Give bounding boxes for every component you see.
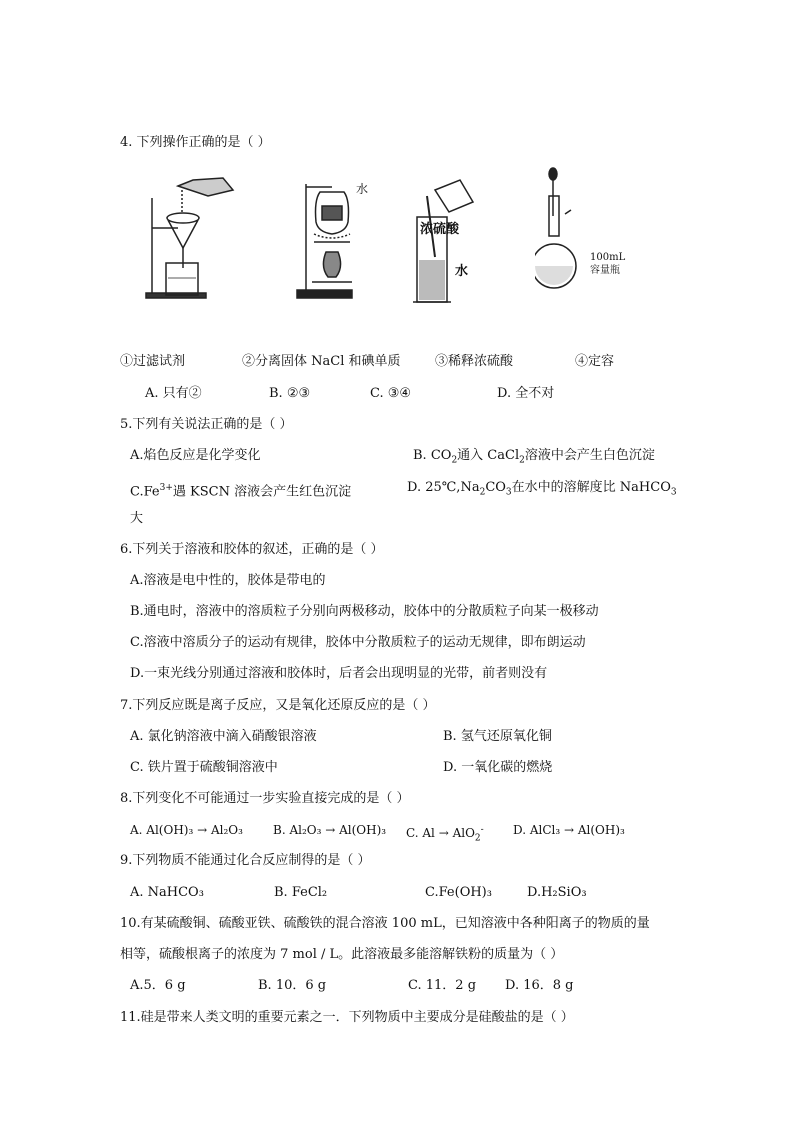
q7-option-d: D. 一氧化碳的燃烧: [443, 760, 553, 775]
q11-stem: 11.硅是带来人类文明的重要元素之一．下列物质中主要成分是硅酸盐的是（ ）: [120, 1010, 574, 1025]
q7-option-c: C. 铁片置于硫酸铜溶液中: [130, 760, 278, 775]
q10-option-a: A.5．6 g: [130, 978, 186, 993]
water-label: 水: [455, 264, 469, 279]
q5-option-a: A.焰色反应是化学变化: [130, 448, 261, 463]
q5-stem: 5.下列有关说法正确的是（ ）: [120, 417, 293, 432]
q4-caption-4: ④定容: [575, 354, 615, 369]
q9-option-b: B. FeCl₂: [274, 885, 328, 900]
q4-stem: 4. 下列操作正确的是（ ）: [120, 135, 271, 150]
q9-option-c: C.Fe(OH)₃: [425, 885, 492, 900]
q4-option-a: A. 只有②: [145, 386, 202, 401]
q6-option-d: D.一束光线分别通过溶液和胶体时，后者会出现明显的光带，前者则没有: [130, 666, 548, 681]
q8-option-b: B. Al₂O₃ → Al(OH)₃: [273, 823, 387, 837]
q6-option-b: B.通电时，溶液中的溶质粒子分别向两极移动，胶体中的分散质粒子向某一极移动: [130, 604, 599, 619]
q4-option-b: B. ②③: [269, 386, 311, 401]
flask-name-label: 容量瓶: [590, 265, 620, 276]
q7-option-a: A. 氯化钠溶液中滴入硝酸银溶液: [130, 729, 317, 744]
q8-option-c: C. Al → AlO$_2$-: [406, 825, 484, 844]
q10-option-c: C. 11．2 g: [408, 978, 477, 993]
q5-option-d: D. $25℃,Na_2CO_3$在水中的溶解度比 NaHCO$_3$: [407, 480, 677, 498]
sublimation-figure: [292, 172, 392, 307]
q5-option-c: $C.Fe^{3+}$遇 KSCN 溶液会产生红色沉淀: [130, 483, 352, 500]
q7-stem: 7.下列反应既是离子反应，又是氧化还原反应的是（ ）: [120, 698, 436, 713]
q5-option-d-continued: 大: [130, 511, 144, 526]
filtration-figure: [138, 168, 238, 303]
q10-option-d: D. 16．8 g: [505, 978, 574, 993]
q5-option-b: B. $CO_2$通入 CaCl$_2$溶液中会产生白色沉淀: [413, 448, 655, 466]
q8-option-d: D. AlCl₃ → Al(OH)₃: [513, 823, 625, 837]
q10-stem-line-2: 相等，硫酸根离子的浓度为 7 mol / L。此溶液最多能溶解铁粉的质量为（ ）: [120, 947, 564, 962]
acid-label: 浓硫酸: [420, 222, 460, 237]
q6-stem: 6.下列关于溶液和胶体的叙述，正确的是（ ）: [120, 542, 384, 557]
q6-option-a: A.溶液是电中性的，胶体是带电的: [130, 573, 326, 588]
q4-option-d: D. 全不对: [497, 386, 555, 401]
q10-option-b: B. 10．6 g: [258, 978, 327, 993]
volumetric-flask-figure: [535, 166, 595, 296]
q9-stem: 9.下列物质不能通过化合反应制得的是（ ）: [120, 853, 371, 868]
q9-option-d: D.H₂SiO₃: [527, 885, 587, 900]
dilution-figure: [405, 172, 475, 307]
sublimation-water-label: 水: [356, 182, 369, 196]
q4-caption-1: ①过滤试剂: [120, 354, 186, 369]
q9-option-a: A. NaHCO₃: [130, 885, 204, 900]
q4-caption-3: ③稀释浓硫酸: [435, 354, 514, 369]
q8-stem: 8.下列变化不可能通过一步实验直接完成的是（ ）: [120, 791, 410, 806]
flask-volume-label: 100mL: [590, 252, 626, 263]
q4-option-c: C. ③④: [370, 386, 412, 401]
q6-option-c: C.溶液中溶质分子的运动有规律，胶体中分散质粒子的运动无规律，即布朗运动: [130, 635, 586, 650]
q10-stem-line-1: 10.有某硫酸铜、硫酸亚铁、硫酸铁的混合溶液 100 mL，已知溶液中各种阳离子的物质的量: [120, 916, 650, 931]
q4-caption-2: ②分离固体 NaCl 和碘单质: [242, 354, 401, 369]
q8-option-a: A. Al(OH)₃ → Al₂O₃: [130, 823, 243, 837]
q7-option-b: B. 氢气还原氧化铜: [443, 729, 552, 744]
